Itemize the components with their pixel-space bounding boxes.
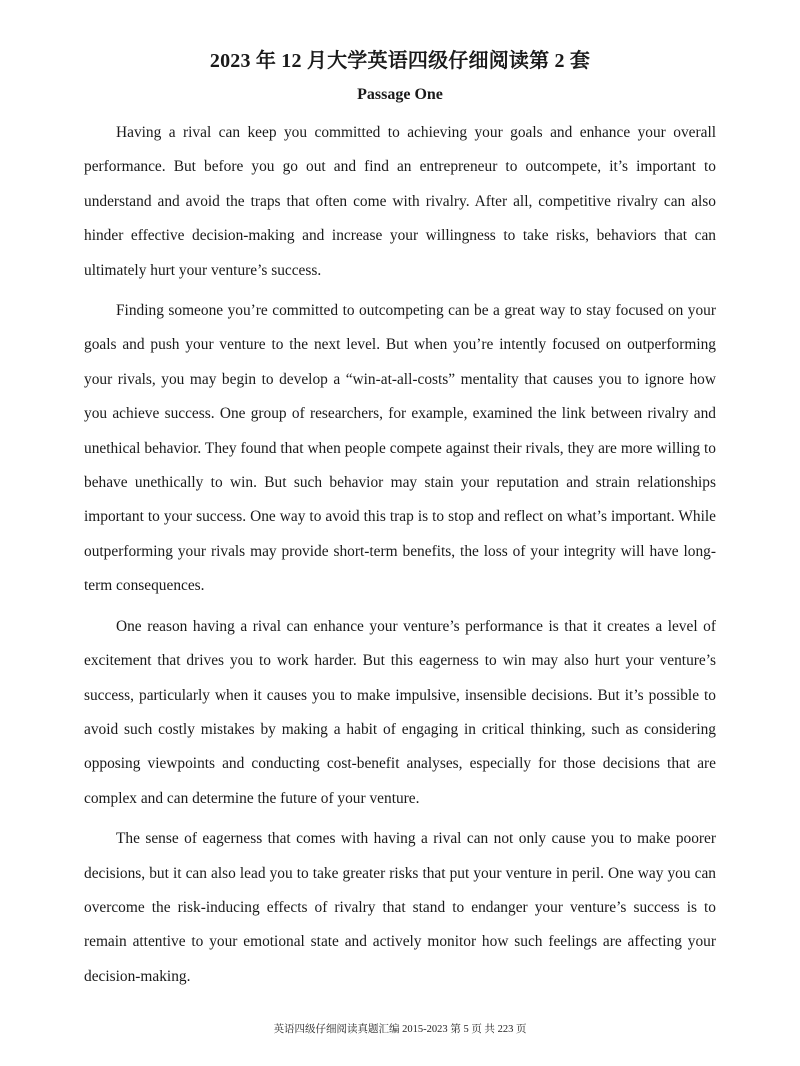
footer-page-mid: 页 共	[471, 1024, 495, 1035]
footer-collection: 英语四级仔细阅读真题汇编 2015-2023	[273, 1024, 448, 1035]
passage-body	[84, 116, 716, 1000]
footer-page-number: 5	[463, 1024, 469, 1035]
footer-page-prefix: 第	[450, 1024, 461, 1035]
document-title: 2023 年 12 月大学英语四级仔细阅读第 2 套	[209, 50, 591, 72]
passage-title: Passage One	[357, 86, 443, 103]
footer-page-suffix: 页	[515, 1024, 527, 1035]
paragraph-4: The sense of eagerness that comes with having a rival can not only cause you to make poorer decisions, but it can also lead you to take greater risks that put your venture in peril. One way you can overcome the risk-inducing effects of rivalry that stand to endanger your venture’s success is to remain attentive to your emotional state and actively monitor how such feelings are affecting your decision-making.	[84, 830, 716, 985]
page-footer	[0, 1021, 800, 1036]
paragraph-3: One reason having a rival can enhance your venture’s performance is that it creates a level of excitement that drives you to work harder. But this eagerness to win may also hurt your venture’s success, particularly when it causes you to make impulsive, insensible decisions. But it’s possible to avoid such costly mistakes by making a habit of engaging in critical thinking, such as considering opposing viewpoints and conducting cost-benefit analyses, especially for those decisions that are complex and can determine the future of your venture.	[84, 617, 716, 807]
paragraph-1: Having a rival can keep you committed to achieving your goals and enhance your overall performance. But before you go out and find an entrepreneur to outcompete, it’s important to understand and avoid the traps that often come with rivalry. After all, competitive rivalry can also hinder effective decision-making and increase your willingness to take risks, behaviors that can ultimately hurt your venture’s success.	[84, 124, 716, 279]
footer-total-pages: 223	[497, 1024, 514, 1035]
paragraph-2: Finding someone you’re committed to outcompeting can be a great way to stay focused on your goals and push your venture to the next level. But when you’re intently focused on outperforming your rivals, you may begin to develop a “win-at-all-costs” mentality that causes you to ignore how you achieve success. One group of researchers, for example, examined the link between rivalry and unethical behavior. They found that when people compete against their rivals, they are more willing to behave unethically to win. But such behavior may stain your reputation and strain relationships important to your success. One way to avoid this trap is to stop and reflect on what’s important. While outperforming your rivals may provide short-term benefits, the loss of your integrity will have long-term consequences.	[84, 302, 716, 595]
